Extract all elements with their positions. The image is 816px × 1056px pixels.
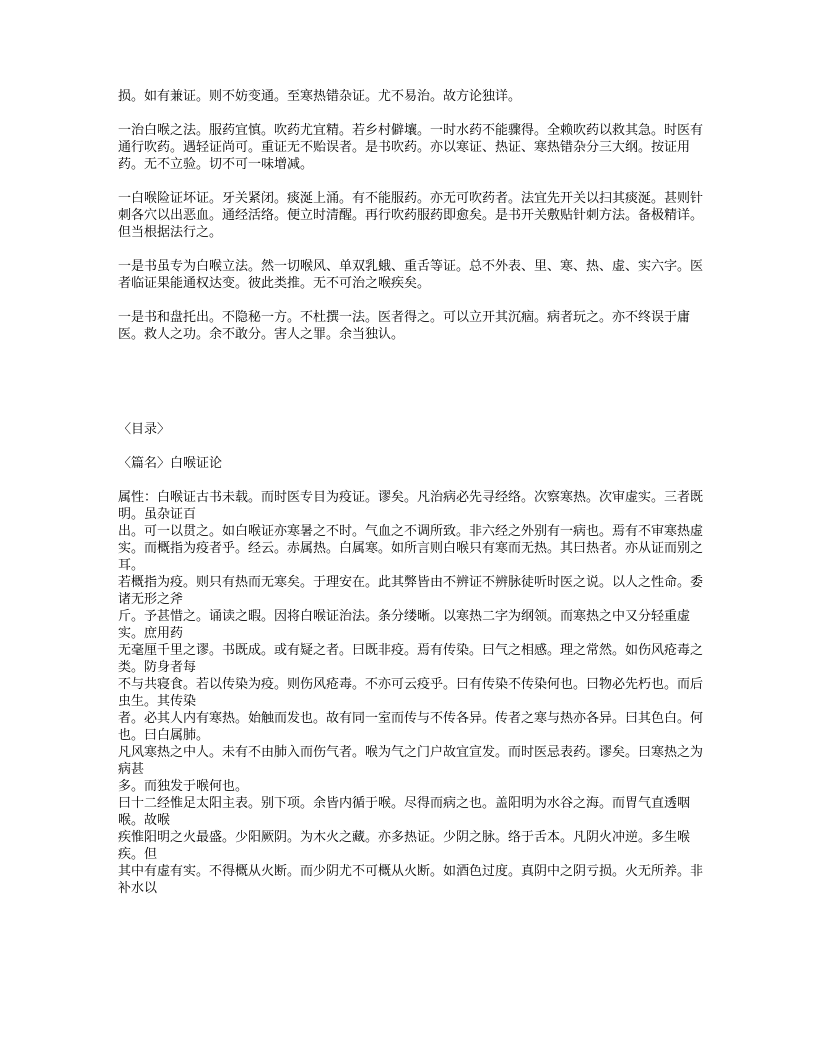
body-line: 不与共寝食。若以传染为疫。则伤风疮毒。不亦可云疫乎。曰有传染不传染何也。曰物必先朽也。而后虫生。其传染 — [118, 677, 704, 709]
body-line: 多。而独发于喉何也。 — [118, 779, 249, 794]
body-line: 凡风寒热之中人。未有不由肺入而伤气者。喉为气之门户故宜宣发。而时医忌表药。谬矣。曰寒热之为病甚 — [118, 745, 704, 777]
body-line: 出。可一以贯之。如白喉证亦寒暑之不时。气血之不调所致。非六经之外别有一病也。焉有不审寒热虚 — [118, 524, 704, 539]
preface-paragraph: 损。如有兼证。则不妨变通。至寒热错杂证。尤不易治。故方论独详。 — [118, 89, 522, 104]
preface-paragraph: 一是书虽专为白喉立法。然一切喉风、单双乳蛾、重舌等证。总不外表、里、寒、热、虚、实六字。医者临证果能通权达变。彼此类推。无不可治之喉疾矣。 — [118, 259, 704, 291]
preface-paragraph: 一白喉险证坏证。牙关紧闭。痰涎上涌。有不能服药。亦无可吹药者。法宜先开关以扫其痰涎。甚则针刺各穴以出恶血。通经活络。便立时清醒。再行吹药服药即愈矣。是书开关敷贴针刺方法。备极精详。但当根据法行之。 — [118, 191, 704, 240]
body-line: 其中有虚有实。不得概从火断。而少阴尤不可概从火断。如酒色过度。真阴中之阴亏损。火无所养。非补水以 — [118, 864, 704, 896]
preface-paragraph: 一是书和盘托出。不隐秘一方。不杜撰一法。医者得之。可以立开其沉痼。病者玩之。亦不终误于庸医。救人之功。余不敢分。害人之罪。余当独认。 — [118, 310, 691, 342]
body-line: 疾惟阳明之火最盛。少阳厥阴。为木火之藏。亦多热证。少阴之脉。络于舌本。凡阴火冲逆。多生喉疾。但 — [118, 830, 691, 862]
body-line: 无毫厘千里之谬。书既成。或有疑之者。曰既非疫。焉有传染。曰气之相感。理之常然。如伤风疮毒之类。防身者每 — [118, 643, 704, 675]
section-title: 〈篇名〉白喉证论 — [118, 456, 223, 471]
body-line: 实。而概指为疫者乎。经云。赤属热。白属寒。如所言则白喉只有寒而无热。其曰热者。亦从证而别之耳。 — [118, 541, 704, 573]
body-line: 若概指为疫。则只有热而无寒矣。于理安在。此其弊皆由不辨证不辨脉徒听时医之说。以人之性命。委诸无形之斧 — [118, 575, 704, 607]
body-line: 斤。予甚惜之。诵读之暇。因将白喉证治法。条分缕晰。以寒热二字为纲领。而寒热之中又分轻重虚实。庶用药 — [118, 609, 691, 641]
body-line: 者。必其人内有寒热。始触而发也。故有同一室而传与不传各异。传者之寒与热亦各异。曰其色白。何也。曰白属肺。 — [118, 711, 704, 743]
body-line: 属性：白喉证古书未载。而时医专目为疫证。谬矣。凡治病必先寻经络。次察寒热。次审虚实。三者既明。虽杂证百 — [118, 490, 704, 522]
document-text — [118, 88, 710, 897]
toc-heading: 〈目录〉 — [118, 422, 171, 437]
preface-paragraph: 一治白喉之法。服药宜慎。吹药尤宜精。若乡村僻壤。一时水药不能骤得。全赖吹药以救其急。时医有通行吹药。遇轻证尚可。重证无不贻误者。是书吹药。亦以寒证、热证、寒热错杂分三大纲。按证用药。无不立验。切不可一味增减。 — [118, 123, 704, 172]
body-line: 曰十二经惟足太阳主表。别下项。余皆内循于喉。尽得而病之也。盖阳明为水谷之海。而胃气直透咽喉。故喉 — [118, 796, 691, 828]
preface-section — [118, 88, 710, 343]
body-section — [118, 489, 710, 897]
